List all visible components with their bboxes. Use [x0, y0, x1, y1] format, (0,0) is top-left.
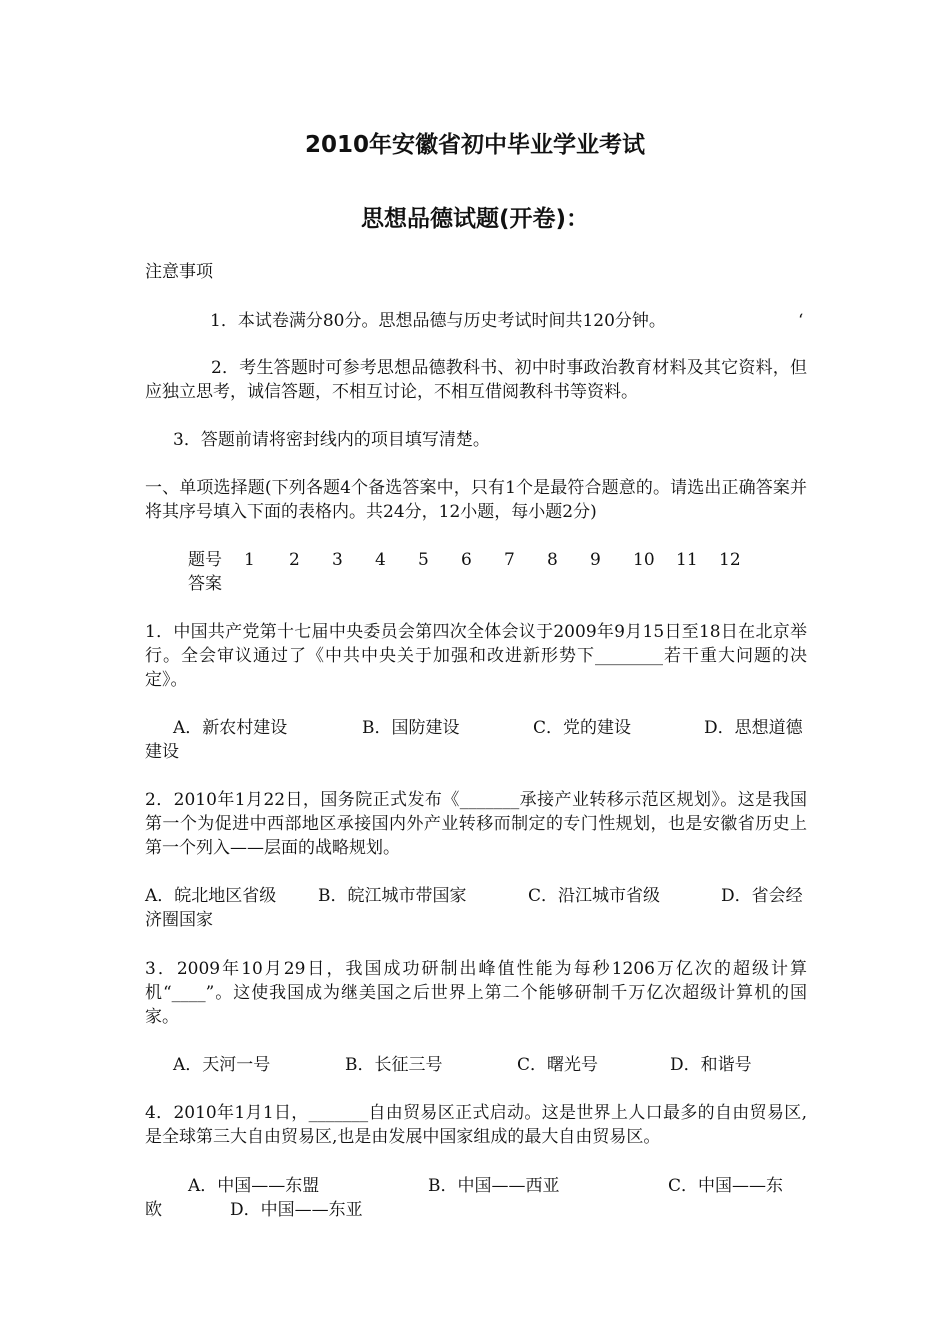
question-2-stem: 2．2010年1月22日，国务院正式发布《_______承接产业转移示范区规划》。这是我国第一个为促进中西部地区承接国内外产业转移而制定的专门性规划，也是安徽省历史上第一个列入——层面的战略规划。	[145, 790, 807, 858]
notice-heading: 注意事项	[145, 262, 213, 282]
answer-table-number: 11	[676, 550, 698, 570]
question-2-option-d: D．省会经	[721, 886, 803, 906]
question-3-option-c: C．曙光号	[517, 1055, 599, 1075]
question-1-option-b: B．国防建设	[362, 718, 460, 738]
answer-table-number: 1	[244, 550, 255, 570]
question-3-option-d: D．和谐号	[670, 1055, 752, 1075]
question-1-option-c: C．党的建设	[533, 718, 632, 738]
question-4-option-c: C．中国——东	[668, 1176, 784, 1196]
notice-item-1-mark: ‘	[798, 311, 804, 331]
question-2-option-a: A．皖北地区省级	[145, 886, 277, 906]
exam-subtitle: 思想品德试题(开卷)：	[360, 206, 590, 232]
answer-table-number: 5	[418, 550, 429, 570]
section-1-heading: 一、单项选择题(下列各题4个备选答案中，只有1个是最符合题意的。请选出正确答案并将其序号填入下面的表格内。共24分，12小题，每小题2分)	[145, 478, 807, 522]
question-3-stem: 3．2009年10月29日，我国成功研制出峰值性能为每秒1206万亿次的超级计算机“____”。这使我国成为继美国之后世界上第二个能够研制千万亿次超级计算机的国家。	[145, 959, 807, 1027]
answer-table-number: 10	[633, 550, 655, 570]
answer-table	[0, 548, 950, 598]
question-3-option-a: A．天河一号	[173, 1055, 271, 1075]
question-2-option-d-cont: 济圈国家	[145, 910, 213, 930]
answer-table-number: 12	[719, 550, 741, 570]
answer-table-answer-label: 答案	[188, 574, 222, 594]
question-2-option-c: C．沿江城市省级	[528, 886, 661, 906]
question-1-option-a: A．新农村建设	[173, 718, 288, 738]
exam-title: 2010年安徽省初中毕业学业考试	[304, 132, 645, 158]
question-1-option-d-cont: 建设	[145, 742, 179, 762]
notice-item-1: 1．本试卷满分80分。思想品德与历史考试时间共120分钟。	[210, 311, 666, 331]
question-2-option-b: B．皖江城市带国家	[318, 886, 467, 906]
question-4-option-c-cont: 欧	[145, 1200, 162, 1220]
answer-table-number: 4	[375, 550, 386, 570]
question-4-stem: 4．2010年1月1日，_______自由贸易区正式启动。这是世界上人口最多的自由贸易区,是全球第三大自由贸易区,也是由发展中国家组成的最大自由贸易区。	[145, 1103, 807, 1147]
question-4-option-b: B．中国——西亚	[428, 1176, 560, 1196]
question-1-option-d: D．思想道德	[704, 718, 803, 738]
question-3-option-b: B．长征三号	[345, 1055, 443, 1075]
answer-table-number: 7	[504, 550, 515, 570]
question-4-option-a: A．中国——东盟	[188, 1176, 320, 1196]
notice-item-2: 2．考生答题时可参考思想品德教科书、初中时事政治教育材料及其它资料，但应独立思考，诚信答题，不相互讨论，不相互借阅教科书等资料。	[145, 358, 807, 402]
notice-item-3: 3．答题前请将密封线内的项目填写清楚。	[173, 430, 490, 450]
question-1-stem: 1．中国共产党第十七届中央委员会第四次全体会议于2009年9月15日至18日在北京举行。全会审议通过了《中共中央关于加强和改进新形势下________若干重大问题的决定》。	[145, 622, 807, 690]
answer-table-number-label: 题号	[188, 550, 222, 570]
answer-table-number: 9	[590, 550, 601, 570]
answer-table-number: 3	[332, 550, 343, 570]
answer-table-number: 2	[289, 550, 300, 570]
answer-table-number: 6	[461, 550, 472, 570]
question-4-option-d: D．中国——东亚	[230, 1200, 363, 1220]
answer-table-number: 8	[547, 550, 558, 570]
